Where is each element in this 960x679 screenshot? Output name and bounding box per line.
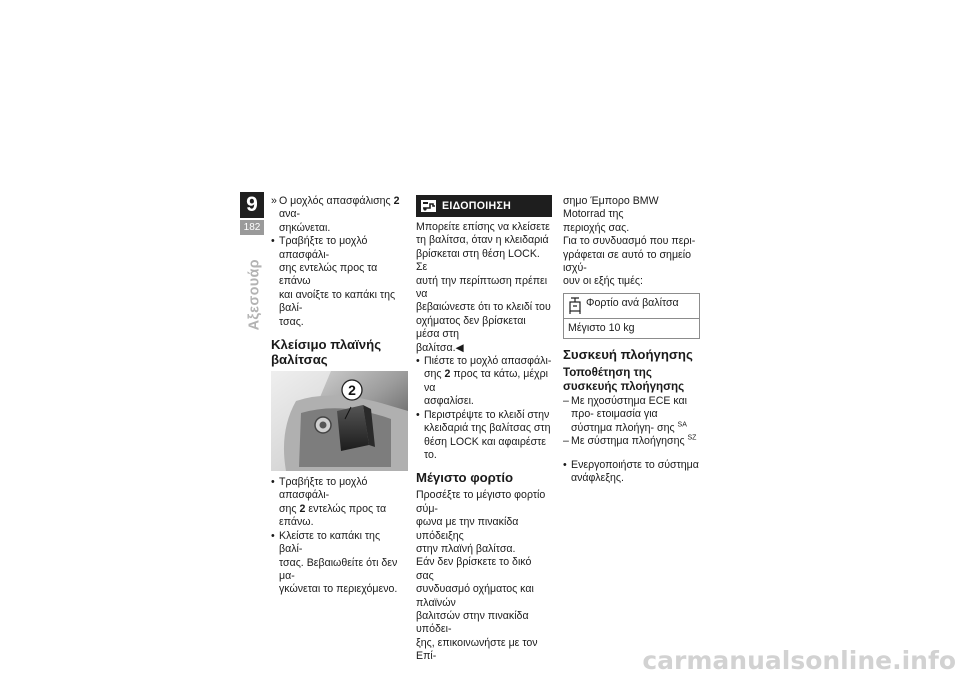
warning-banner [416, 195, 552, 217]
arrow-marker: » [271, 195, 277, 207]
section-heading: Συσκευή πλοήγησης [563, 347, 693, 363]
watermark: carmanualsonline.info [642, 646, 956, 675]
option-code: SA [677, 421, 687, 429]
bullet-marker: • [271, 476, 275, 489]
weight-icon [568, 297, 582, 315]
bullet-marker: • [271, 235, 275, 248]
subsection-heading: Τοποθέτηση της συσκευής πλοήγησης [563, 366, 685, 393]
bullet-marker: • [563, 458, 567, 471]
bullet-step: • Τραβήξτε το μοχλό απασφάλι- σης εντελώς προς τα επάνω και ανοίξτε το καπάκι της βαλί- τσας. [271, 235, 396, 328]
load-table [563, 293, 700, 339]
section-heading: Μέγιστο φορτίο [416, 470, 514, 486]
body-text: σημο Έμπορο BMW Motorrad της περιοχής σας. Για το συνδυασμό που περι- γράφεται σε αυτό το σημείο ισχύ- ουν οι εξής τιμές: [563, 195, 696, 288]
section-heading: Κλείσιμο πλαϊνής βαλίτσας [271, 337, 382, 368]
option-code: SZ [687, 434, 697, 442]
photo-label: 2 [348, 382, 356, 399]
end-marker-icon: ◀ [455, 341, 464, 354]
column-1 [271, 195, 406, 597]
bullet-marker: • [271, 529, 275, 542]
page-number: 182 [240, 220, 264, 235]
load-table-value: Μέγιστο 10 kg [564, 318, 700, 338]
condition-item: – Με ηχοσύστημα ECE και προ- ετοιμασία για σύστημα πλοήγη- σης $^{SA}$ [563, 395, 688, 434]
bullet-step: • Τραβήξτε το μοχλό απασφάλι- σης 2 εντελώς προς τα επάνω. [271, 476, 387, 529]
bullet-step: • Κλείστε το καπάκι της βαλί- τσας. Βεβαιωθείτε ότι δεν μα- γκώνεται το περιεχόμενο. [271, 529, 398, 596]
column-3 [563, 195, 701, 486]
bullet-step: • Ενεργοποιήστε το σύστημα ανάφλεξης. [563, 458, 699, 485]
case-latch-photo [271, 371, 408, 471]
dash-marker: – [563, 435, 569, 448]
reference-number: 2 [444, 368, 451, 381]
chapter-side-title: Αξεσουάρ [246, 259, 263, 331]
bullet-marker: • [416, 408, 420, 421]
column-2 [416, 195, 552, 664]
condition-item: – Με σύστημα πλοήγησης $^{SZ}$ [563, 434, 697, 448]
chapter-number: 9 [240, 192, 264, 218]
bullet-step: • Περιστρέψτε το κλειδί στην κλειδαριά της βαλίτσας στη θέση LOCK και αφαιρέστε το. [416, 408, 551, 461]
dash-marker: – [563, 395, 569, 408]
warning-title: ΕΙΔΟΠΟΙΗΣΗ [442, 200, 512, 212]
warning-icon [421, 200, 436, 212]
load-table-header: Φορτίο ανά βαλίτσα [564, 293, 700, 318]
bullet-step: • Πιέστε το μοχλό απασφάλι- σης 2 προς τα κάτω, μέχρι να ασφαλίσει. [416, 355, 552, 408]
warning-text: Μπορείτε επίσης να κλείσετε τη βαλίτσα, όταν η κλειδαριά βρίσκεται στη θέση LOCK. Σε αυτή την περίπτωση πρέπει να βεβαιώνεστε ότι το κλειδί του οχήματος δεν βρίσκεται μέσα στη βαλίτσα.◀ [416, 221, 551, 354]
body-text: Προσέξτε το μέγιστο φορτίο σύμ- φωνα με την πινακίδα υπόδειξης στην πλαϊνή βαλίτσα. Εάν δεν βρίσκετε το δικό σας συνδυασμό οχήματος και πλαϊνών βαλιτσών στην πινακίδα υπόδει- ξης, επικοινωνήστε με τον Επί- [416, 489, 546, 663]
result-line: » Ο μοχλός απασφάλισης 2 ανα- σηκώνεται. [271, 195, 400, 234]
reference-number: 2 [299, 502, 306, 515]
reference-number: 2 [393, 195, 400, 207]
bullet-marker: • [416, 355, 420, 368]
